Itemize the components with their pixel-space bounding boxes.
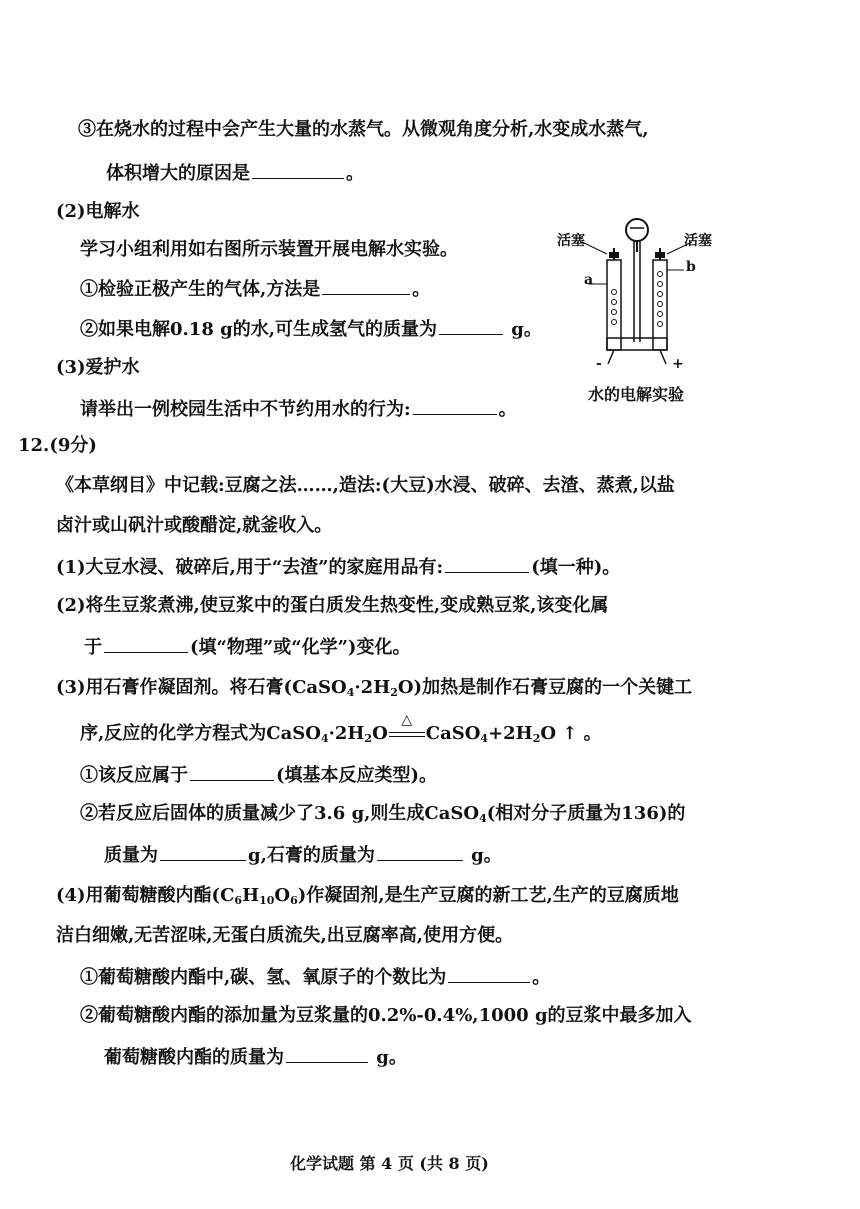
- answer-blank[interactable]: [286, 1044, 368, 1063]
- subscript: 2: [532, 732, 541, 745]
- subscript: 4: [480, 732, 489, 745]
- subscript: 2: [390, 686, 398, 699]
- q11-sub3-line1: ③在烧水的过程中会产生大量的水蒸气。从微观角度分析,水变成水蒸气,: [78, 119, 649, 140]
- q12-intro-line2: 卤汁或山矾汁或酸醋淀,就釜收入。: [56, 515, 333, 536]
- answer-blank[interactable]: [190, 762, 274, 781]
- text: 葡萄糖酸内酯的质量为: [104, 1047, 284, 1068]
- answer-blank[interactable]: [445, 554, 529, 573]
- text: ①该反应属于: [80, 765, 188, 786]
- text: CaSO: [425, 723, 481, 744]
- q11-part3-q-text: 请举出一例校园生活中不节约用水的行为:: [80, 399, 411, 420]
- q11-part3-q: [80, 396, 517, 422]
- text: O)加热是制作石膏豆腐的一个关键工: [397, 677, 693, 698]
- tube-a-label: a: [584, 272, 594, 288]
- q11-part2-intro: 学习小组利用如右图所示装置开展电解水实验。: [80, 239, 458, 260]
- q12-sub3-q1: [80, 762, 437, 788]
- q12-sub2-line1: (2)将生豆浆煮沸,使豆浆中的蛋白质发生热变性,变成熟豆浆,该变化属: [56, 595, 609, 616]
- answer-blank[interactable]: [160, 842, 246, 861]
- period: 。: [346, 163, 364, 184]
- q12-sub3-q2-line2: [104, 842, 502, 868]
- q12-header: [18, 434, 97, 458]
- q12-sub4-q2-line2: [104, 1044, 407, 1070]
- q12-sub1: [56, 554, 620, 580]
- text: g,石膏的质量为: [248, 845, 375, 866]
- q11-part2-q1-text: ①检验正极产生的气体,方法是: [80, 279, 321, 300]
- text: (相对分子质量为136)的: [486, 803, 686, 824]
- text: ②若反应后固体的质量减少了3.6 g,则生成CaSO: [80, 803, 480, 824]
- stopcock-left-label: 活塞: [557, 233, 585, 249]
- subscript: 10: [259, 894, 275, 907]
- text: ·2H: [354, 677, 391, 698]
- question-number: 12.: [18, 435, 50, 456]
- q12-sub1-text: (1)大豆水浸、破碎后,用于“去渣”的家庭用品有:: [56, 557, 444, 578]
- period: 。: [498, 399, 517, 420]
- text: (填基本反应类型)。: [276, 765, 438, 786]
- text: 序,反应的化学方程式为CaSO: [80, 723, 321, 744]
- subscript: 4: [320, 732, 329, 745]
- q11-sub3-line2: [106, 160, 364, 186]
- q12-sub4-q2-line1: ②葡萄糖酸内酯的添加量为豆浆量的0.2%-0.4%,1000 g的豆浆中最多加入: [80, 1005, 692, 1026]
- q12-sub3-line1: [56, 676, 692, 700]
- unit-g: g。: [511, 319, 542, 340]
- negative-terminal-label: -: [596, 356, 602, 372]
- q12-intro-line1: 《本草纲目》中记载:豆腐之法……,造法:(大豆)水浸、破碎、去渣、蒸煮,以盐: [56, 475, 675, 496]
- tube-b-label: b: [686, 259, 696, 275]
- q11-part2-q1: [80, 276, 430, 302]
- subscript: 4: [479, 812, 487, 825]
- page-footer: 化学试题 第 4 页 (共 8 页): [290, 1154, 489, 1173]
- answer-blank[interactable]: [252, 160, 344, 179]
- stopcock-right-label: 活塞: [684, 233, 712, 249]
- answer-blank[interactable]: [448, 964, 530, 983]
- q12-sub2-prefix: 于: [84, 637, 102, 658]
- question-score: (9分): [49, 435, 97, 456]
- q12-sub2-tail: (填“物理”或“化学”)变化。: [190, 637, 411, 658]
- positive-terminal-label: +: [672, 356, 684, 372]
- equals-bar: [389, 732, 425, 737]
- subscript: 2: [364, 732, 373, 745]
- text: O: [372, 723, 388, 744]
- text: g。: [471, 845, 502, 866]
- q12-sub4-q1: [80, 964, 550, 990]
- answer-blank[interactable]: [104, 634, 188, 653]
- text: )作凝固剂,是生产豆腐的新工艺,生产的豆腐质地: [297, 885, 679, 906]
- heating-equals-sign: [388, 712, 426, 746]
- figure-caption: 水的电解实验: [588, 385, 685, 404]
- q11-part2-q2: [80, 316, 542, 342]
- subscript: 6: [234, 894, 243, 907]
- text: g。: [376, 1047, 407, 1068]
- text: H: [242, 885, 260, 906]
- q12-sub1-tail: (填一种)。: [531, 557, 621, 578]
- text: (3)用石膏作凝固剂。将石膏(CaSO: [56, 677, 347, 698]
- period: 。: [412, 279, 431, 300]
- q12-sub2-line2: [84, 634, 410, 660]
- heat-symbol: △: [401, 712, 413, 728]
- q12-sub3-equation: [80, 712, 602, 746]
- text: O: [274, 885, 291, 906]
- q11-sub3-prompt: 体积增大的原因是: [106, 163, 250, 184]
- answer-blank[interactable]: [439, 316, 503, 335]
- q12-sub4-line2: 洁白细嫩,无苦涩味,无蛋白质流失,出豆腐率高,使用方便。: [56, 925, 514, 946]
- q12-sub3-q2-line1: [80, 802, 685, 826]
- q11-part2-q2-text: ②如果电解0.18 g的水,可生成氢气的质量为: [80, 319, 437, 340]
- subscript: 4: [346, 686, 355, 699]
- text: ·2H: [328, 723, 365, 744]
- text: +2H: [488, 723, 533, 744]
- text: ①葡萄糖酸内酯中,碳、氢、氧原子的个数比为: [80, 967, 447, 988]
- subscript: 6: [290, 894, 298, 907]
- text: 质量为: [104, 845, 158, 866]
- q11-part3-heading: (3)爱护水: [56, 357, 140, 378]
- answer-blank[interactable]: [322, 276, 410, 295]
- answer-blank[interactable]: [377, 842, 463, 861]
- q12-sub4-line1: [56, 884, 679, 908]
- text: 。: [532, 967, 551, 988]
- text: (4)用葡萄糖酸内酯(C: [56, 885, 235, 906]
- electrolysis-apparatus-figure: [552, 212, 722, 412]
- answer-blank[interactable]: [413, 396, 497, 415]
- q11-part2-heading: (2)电解水: [56, 201, 140, 222]
- text: O ↑ 。: [540, 723, 602, 744]
